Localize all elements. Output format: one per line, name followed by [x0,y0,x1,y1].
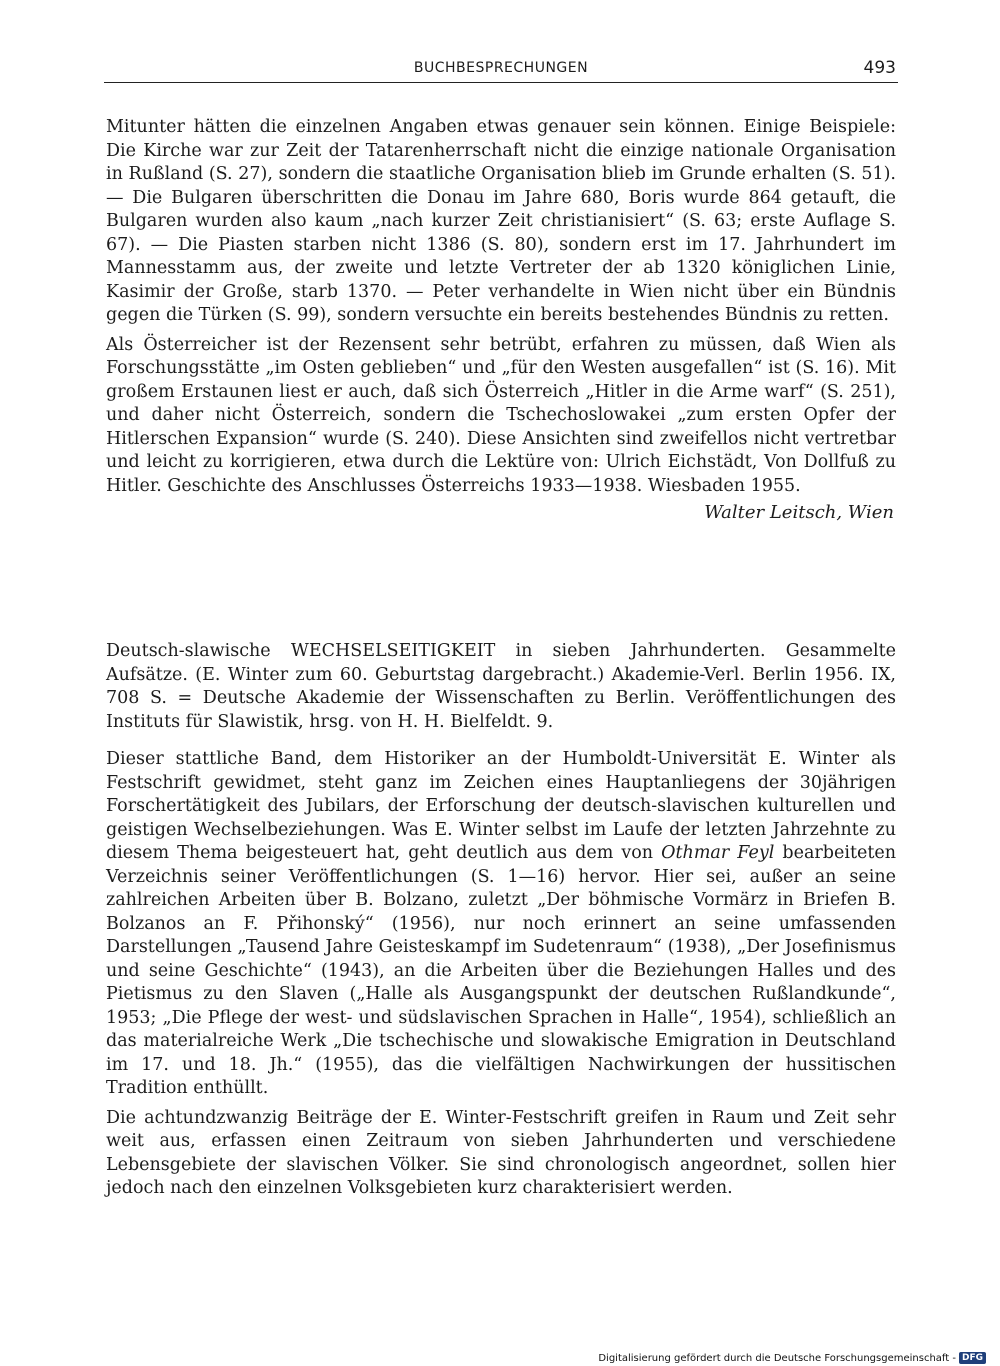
running-title: BUCHBESPRECHUNGEN [413,60,589,76]
review-1-paragraph-2: Als Österreicher ist der Rezensent sehr betrübt, erfahren zu müssen, daß Wien als Forschungsstätte „im Osten geblieben“ und „für den Westen ausgefallen“ ist (S. 16). Mit großem Erstaunen liest er auch, daß sich Österreich „Hitler in die Arme warf“ (S. 251), und daher nicht Österreich, sondern die Tschechoslowakei „zum ersten Opfer der Hitlerschen Expansion“ wurde (S. 240). Diese Ansichten sind zweifellos nicht vertretbar und leicht zu korrigieren, etwa durch die Lektüre von: Ulrich Eichstädt, Von Dollfuß zu Hitler. Geschichte des Anschlusses Österreichs 1933—1938. Wiesbaden 1955. [106,334,896,496]
review-2-paragraph-2: Die achtundzwanzig Beiträge der E. Winter-Festschrift greifen in Raum und Zeit sehr weit aus, erfassen einen Zeitraum von sieben Jahrhunderten und verschiedene Lebensgebiete der slavischen Völker. Sie sind chronologisch angeordnet, sollen hier jedoch nach den einzelnen Volksgebieten kurz charakterisiert werden. [106,1107,896,1198]
footer-credit: Digitalisierung gefördert durch die Deutsche Forschungsgemeinschaft - [598,1352,956,1364]
digitization-footer [598,1352,986,1364]
review-1-signature: Walter Leitsch, Wien [704,502,894,523]
review-2-p1-text-b: bearbeiteten Verzeichnis seiner Veröffentlichungen (S. 1—16) hervor. Hier sei, außer an seine zahlreichen Arbeiten über B. Bolzano, zuletzt „Der böhmische Vormärz in Briefen B. Bolzanos an F. Přihonský“ (1956), nur noch erinnert an seine umfassenden Darstellungen „Tausend Jahre Geisteskampf im Sudetenraum“ (1938), „Der Josefinismus und seine Geschichte“ (1943), an die Arbeiten über die Beziehungen Halles und des Pietismus zu den Slaven („Halle als Ausgangspunkt der deutschen Rußlandkunde“, 1953; „Die Pflege der west- und südslavischen Sprachen in Halle“, 1954), schließlich an das materialreiche Werk „Die tschechische und slowakische Emigration in Deutschland im 17. und 18. Jh.“ (1955), das die vielfältigen Nachwirkungen der hussitischen Tradition enthüllt. [106,843,896,1098]
review-1 [106,116,896,523]
page-number: 493 [863,58,896,78]
dfg-logo: DFG [959,1352,986,1364]
review-1-paragraph-1: Mitunter hätten die einzelnen Angaben etwas genauer sein können. Einige Beispiele: Die Kirche war zur Zeit der Tatarenherrschaft nicht die einzige nationale Organisation in Rußland (S. 27), sondern die staatliche Organisation blieb im Grunde erhalten (S. 51). — Die Bulgaren überschritten die Donau im Jahre 680, Boris wurde 864 getauft, die Bulgaren wurden also kaum „nach kurzer Zeit christianisiert“ (S. 63; erste Auflage S. 67). — Die Piasten starben nicht 1386 (S. 80), sondern erst im 17. Jahrhundert im Mannesstamm aus, der zweite und letzte Vertreter der ab 1320 königlichen Linie, Kasimir der Große, starb 1370. — Peter verhandelte in Wien nicht über ein Bündnis gegen die Türken (S. 99), sondern versuchte ein bereits bestehendes Bündnis zu retten. [106,117,896,325]
review-2-p1-author-name: Othmar Feyl [661,843,775,863]
review-2-bibliographic-title: Deutsch-slawische WECHSELSEITIGKEIT in sieben Jahrhunderten. Gesammelte Aufsätze. (E. Winter zum 60. Geburtstag dargebracht.) Akademie-Verl. Berlin 1956. IX, 708 S. = Deutsche Akademie der Wissenschaften zu Berlin. Veröffentlichungen des Instituts für Slawistik, hrsg. von H. H. Bielfeldt. 9. [106,641,896,732]
review-2-paragraph-1 [106,748,896,1101]
review-2 [106,640,896,1207]
review-2-p1-text-a: Dieser stattliche Band, dem Historiker an der Humboldt-Universität E. Winter als Festschrift gewidmet, steht ganz im Zeichen eines Hauptanliegens der 30jährigen Forschertätigkeit des Jubilars, der Erforschung der deutsch-slavischen kulturellen und geistigen Wechselbeziehungen. Was E. Winter selbst im Laufe der letzten Jahrzehnte zu diesem Thema beigesteuert hat, geht deutlich aus dem von [106,749,896,863]
page-header [104,56,898,83]
